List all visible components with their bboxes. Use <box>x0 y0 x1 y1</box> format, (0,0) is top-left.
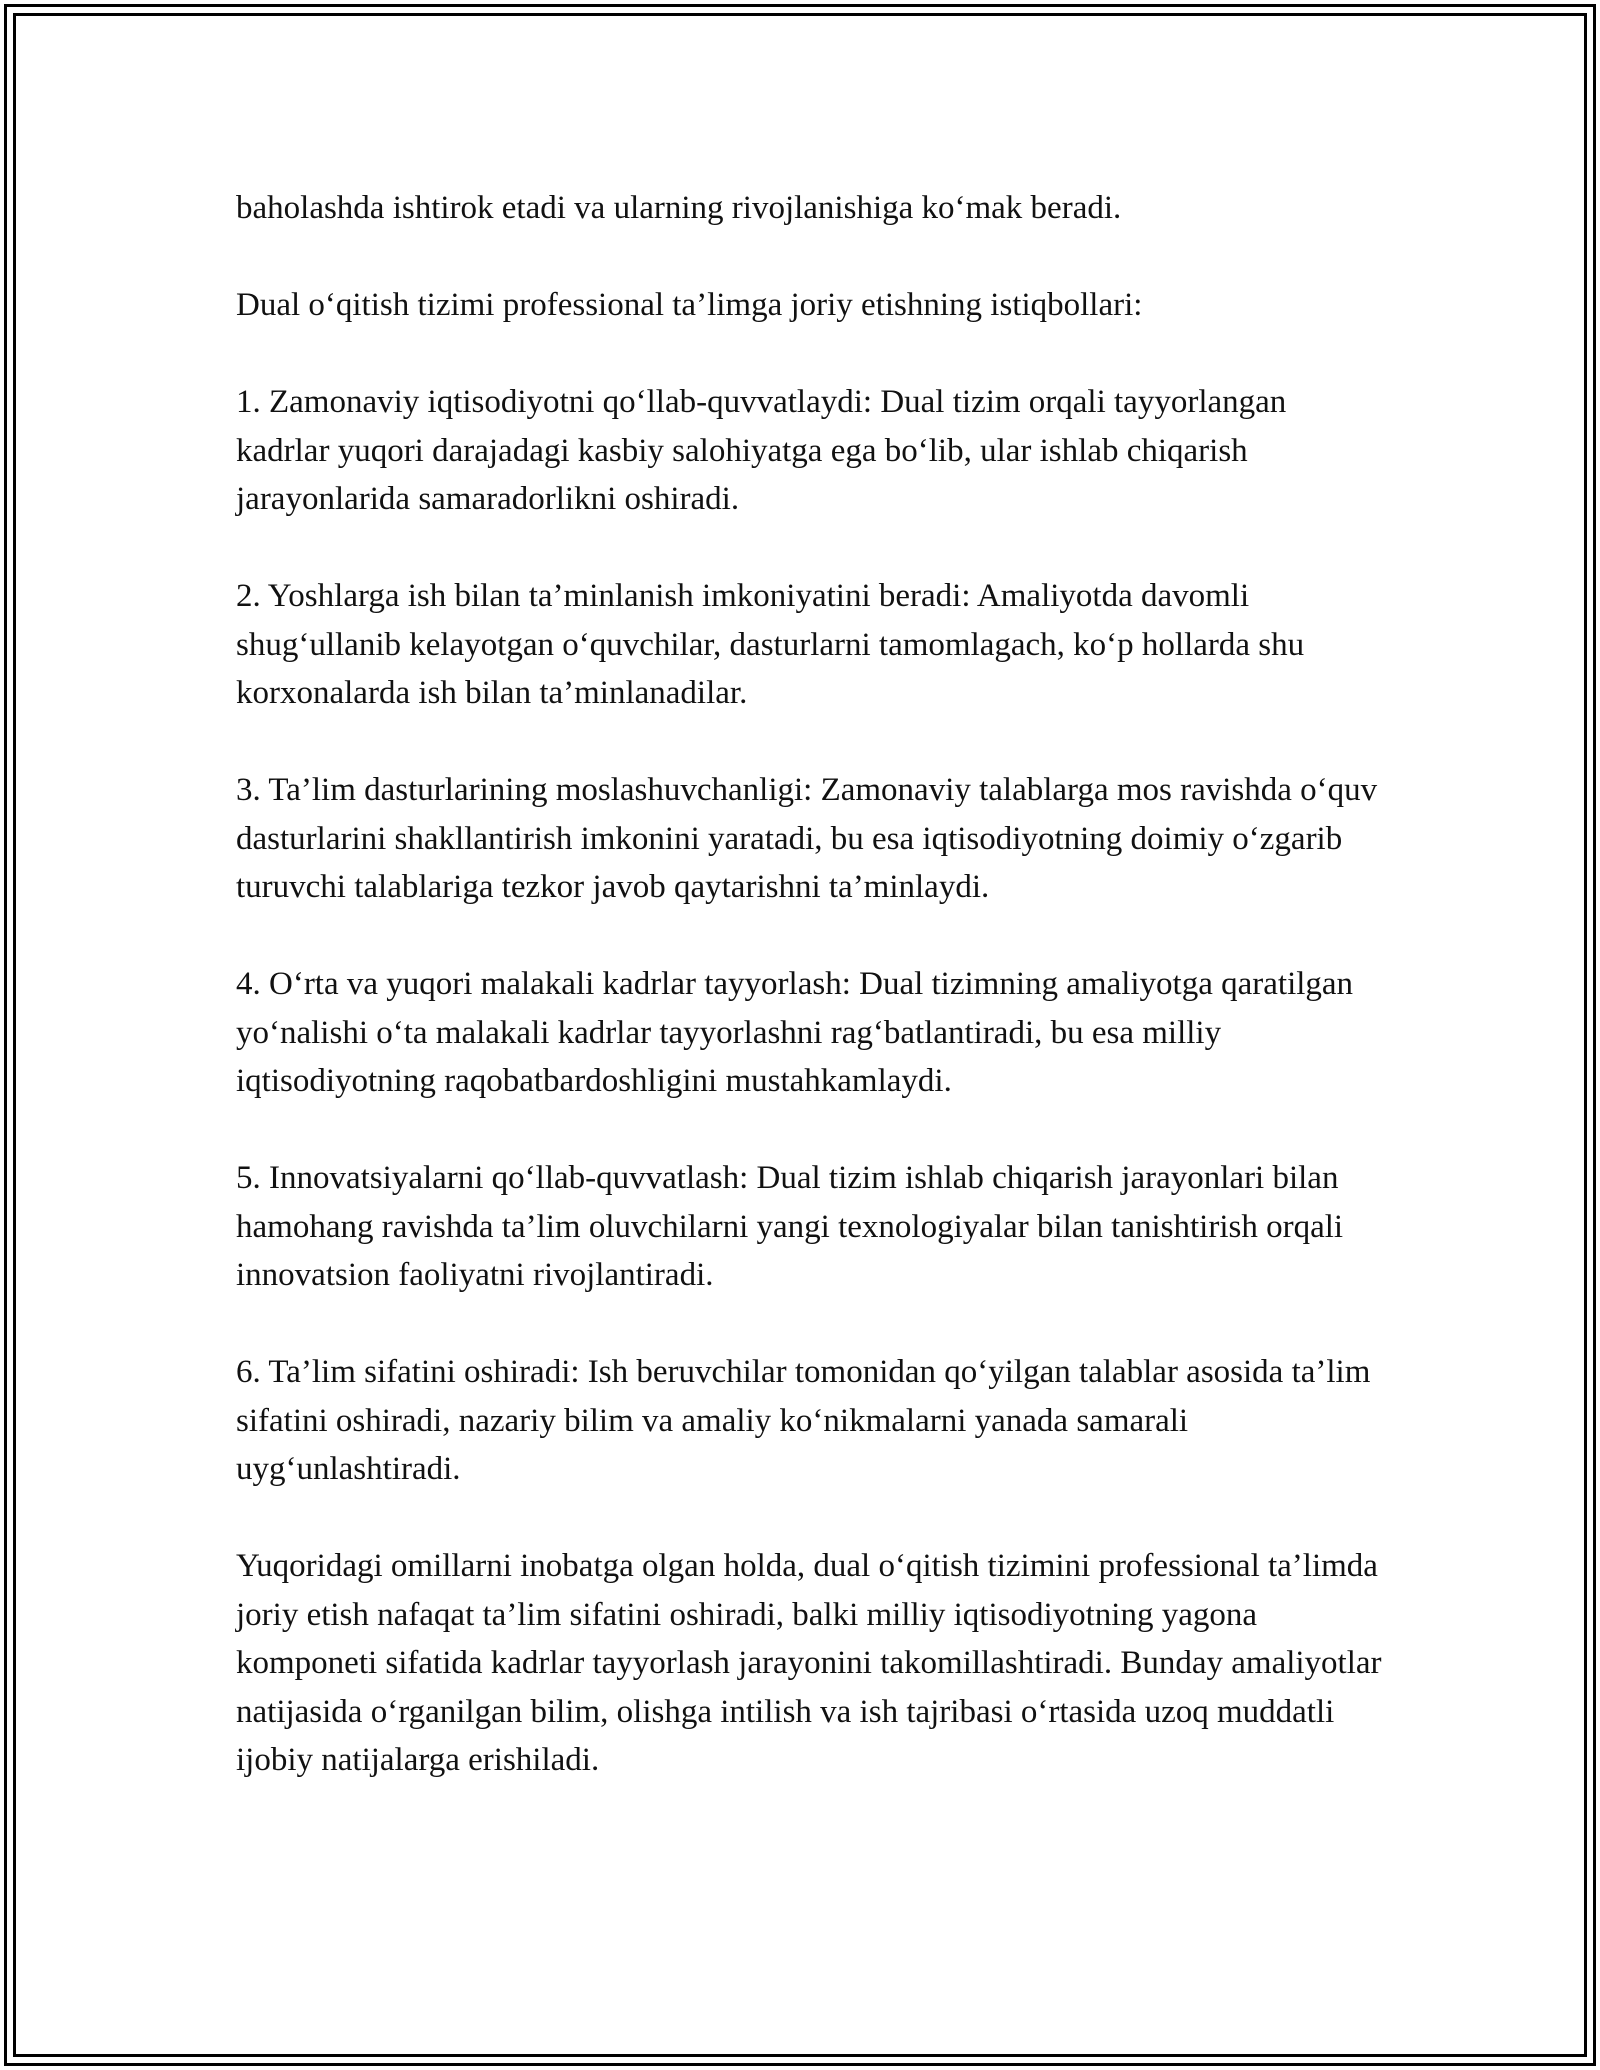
document-body <box>236 184 1386 1785</box>
list-item-4: 4. O‘rta va yuqori malakali kadrlar tayyorlash: Dual tizimning amaliyotga qaratilgan yo‘nalishi o‘ta malakali kadrlar tayyorlashni rag‘batlantiradi, bu esa milliy iqtisodiyotning raqobatbardoshligini mustahkamlaydi. <box>236 966 1354 1099</box>
list-item-1: 1. Zamonaviy iqtisodiyotni qo‘llab-quvvatlaydi: Dual tizim orqali tayyorlangan kadrlar yuqori darajadagi kasbiy salohiyatga ega bo‘lib, ular ishlab chiqarish jarayonlarida samaradorlikni oshiradi. <box>236 384 1287 517</box>
list-item-5: 5. Innovatsiyalarni qo‘llab-quvvatlash: Dual tizim ishlab chiqarish jarayonlari bilan hamohang ravishda ta’lim oluvchilarni yangi texnologiyalar bilan tanishtirish orqali innovatsion faoliyatni rivojlantiradi. <box>236 1160 1344 1293</box>
paragraph-conclusion: Yuqoridagi omillarni inobatga olgan holda, dual o‘qitish tizimini professional ta’limda joriy etish nafaqat ta’lim sifatini oshiradi, balki milliy iqtisodiyotning yagona komponeti sifatida kadrlar tayyorlash jarayonini takomillashtiradi. Bunday amaliyotlar natijasida o‘rganilgan bilim, olishga intilish va ish tajribasi o‘rtasida uzoq muddatli ijobiy natijalarga erishiladi. <box>236 1548 1382 1778</box>
paragraph-continuation: baholashda ishtirok etadi va ularning rivojlanishiga ko‘mak beradi. <box>236 190 1122 226</box>
list-item-3: 3. Ta’lim dasturlarining moslashuvchanligi: Zamonaviy talablarga mos ravishda o‘quv dasturlarini shakllantirish imkonini yaratadi, bu esa iqtisodiyotning doimiy o‘zgarib turuvchi talablariga tezkor javob qaytarishni ta’minlaydi. <box>236 772 1378 905</box>
list-item-6: 6. Ta’lim sifatini oshiradi: Ish beruvchilar tomonidan qo‘yilgan talablar asosida ta’lim sifatini oshiradi, nazariy bilim va amaliy ko‘nikmalarni yanada samarali uyg‘unlashtiradi. <box>236 1354 1371 1487</box>
paragraph-intro-heading: Dual o‘qitish tizimi professional ta’limga joriy etishning istiqbollari: <box>236 287 1143 323</box>
list-item-2: 2. Yoshlarga ish bilan ta’minlanish imkoniyatini beradi: Amaliyotda davomli shug‘ullanib kelayotgan o‘quvchilar, dasturlarni tamomlagach, ko‘p hollarda shu korxonalarda ish bilan ta’minlanadilar. <box>236 578 1305 711</box>
